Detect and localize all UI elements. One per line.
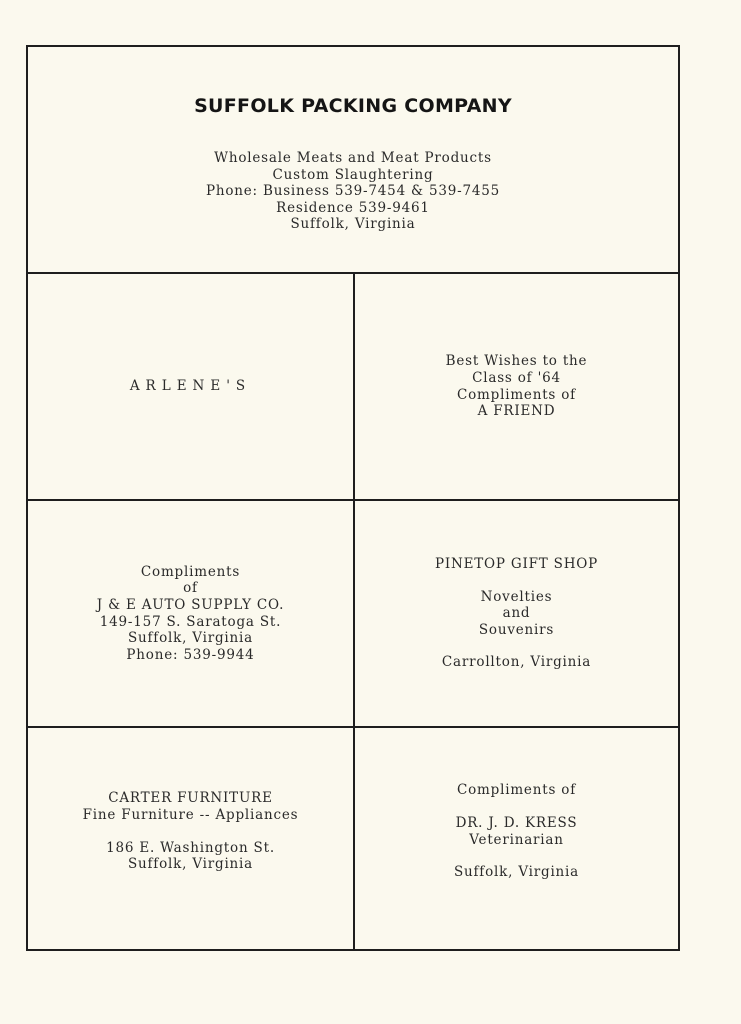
pinetop-location: Carrollton, Virginia xyxy=(441,654,592,671)
company-details xyxy=(28,150,678,233)
je-auto-line: 149-157 S. Saratoga St. xyxy=(99,613,282,630)
pinetop-line: Souvenirs xyxy=(478,621,555,638)
je-auto-line: Suffolk, Virginia xyxy=(127,630,254,647)
company-name: SUFFOLK PACKING COMPANY xyxy=(194,95,512,117)
carter-name: CARTER FURNITURE xyxy=(108,790,273,807)
carter-furniture-ad xyxy=(28,728,353,949)
detail-line: Wholesale Meats and Meat Products xyxy=(214,150,492,166)
arlenes-name: ARLENE'S xyxy=(129,378,252,395)
je-auto-line: Phone: 539-9944 xyxy=(126,646,255,663)
kress-intro: Compliments of xyxy=(457,782,576,799)
friend-ad xyxy=(355,274,678,499)
ad-page-frame xyxy=(26,45,680,951)
pinetop-gift-shop-ad xyxy=(355,501,678,726)
arlenes-ad xyxy=(28,274,353,499)
pinetop-line: and xyxy=(502,605,531,622)
detail-line: Suffolk, Virginia xyxy=(290,216,416,233)
ad-grid xyxy=(28,274,678,949)
kress-veterinarian-ad xyxy=(355,728,678,949)
kress-city: Suffolk, Virginia xyxy=(453,864,580,881)
friend-line: Compliments of xyxy=(456,386,576,403)
kress-name: DR. J. D. KRESS xyxy=(455,814,578,831)
detail-line: Custom Slaughtering xyxy=(272,166,434,183)
je-auto-line: J & E AUTO SUPPLY CO. xyxy=(96,596,285,613)
detail-line: Residence 539-9461 xyxy=(276,199,430,216)
pinetop-line: Novelties xyxy=(480,588,553,605)
carter-tagline: Fine Furniture -- Appliances xyxy=(82,806,299,823)
carter-city: Suffolk, Virginia xyxy=(127,856,254,873)
carter-address: 186 E. Washington St. xyxy=(106,839,275,856)
suffolk-packing-ad xyxy=(28,47,678,274)
friend-line: Class of '64 xyxy=(472,369,561,386)
pinetop-name: PINETOP GIFT SHOP xyxy=(434,556,599,573)
friend-line: Best Wishes to the xyxy=(445,353,588,370)
kress-title: Veterinarian xyxy=(469,831,564,848)
detail-line: Phone: Business 539-7454 & 539-7455 xyxy=(205,183,501,200)
je-auto-supply-ad xyxy=(28,501,353,726)
je-auto-line: Compliments xyxy=(140,563,241,580)
friend-line: A FRIEND xyxy=(477,403,556,420)
je-auto-line: of xyxy=(183,580,198,597)
